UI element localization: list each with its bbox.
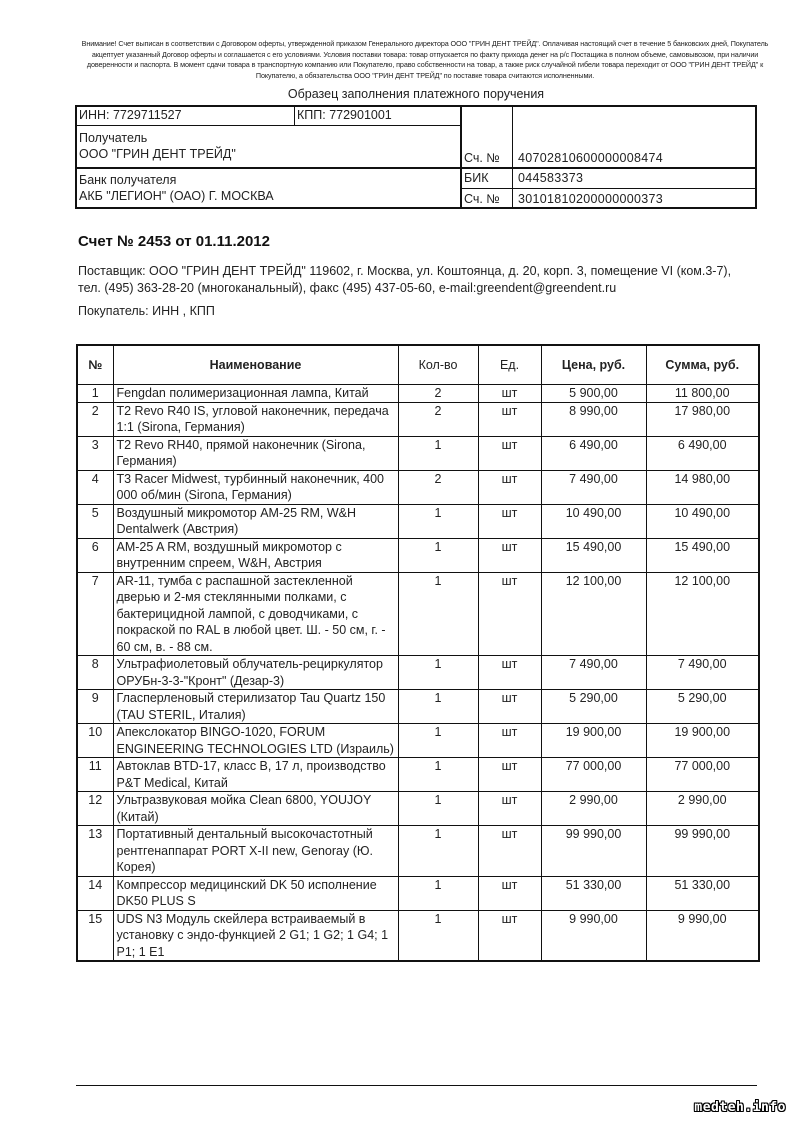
recipient-label: Получатель — [79, 131, 148, 145]
item-sum: 15 490,00 — [646, 538, 759, 572]
item-price: 77 000,00 — [541, 758, 646, 792]
row-number: 1 — [77, 385, 113, 403]
item-name: T2 Revo R40 IS, угловой наконечник, передача 1:1 (Sirona, Германия) — [113, 402, 398, 436]
table-header-row — [77, 345, 759, 385]
item-quantity: 1 — [398, 504, 478, 538]
table-row — [77, 792, 759, 826]
item-unit: шт — [478, 792, 541, 826]
table-row — [77, 572, 759, 656]
item-quantity: 1 — [398, 656, 478, 690]
table-row — [77, 436, 759, 470]
item-quantity: 2 — [398, 402, 478, 436]
corr-account-label: Сч. № — [464, 192, 500, 206]
item-name: AM-25 A RM, воздушный микромотор с внутренним спреем, W&H, Австрия — [113, 538, 398, 572]
row-number: 4 — [77, 470, 113, 504]
row-number: 3 — [77, 436, 113, 470]
item-unit: шт — [478, 724, 541, 758]
watermark: medteh.info — [694, 1100, 786, 1115]
item-unit: шт — [478, 758, 541, 792]
item-quantity: 1 — [398, 826, 478, 877]
item-unit: шт — [478, 538, 541, 572]
item-quantity: 1 — [398, 910, 478, 961]
kpp-value: КПП: 772901001 — [297, 108, 392, 122]
item-quantity: 1 — [398, 758, 478, 792]
account-label: Сч. № — [464, 151, 500, 165]
row-number: 13 — [77, 826, 113, 877]
header-num: № — [77, 345, 113, 385]
row-number: 6 — [77, 538, 113, 572]
table-row — [77, 690, 759, 724]
bank-name: АКБ "ЛЕГИОН" (ОАО) Г. МОСКВА — [79, 189, 274, 203]
header-sum: Сумма, руб. — [646, 345, 759, 385]
bank-label: Банк получателя — [79, 173, 177, 187]
table-row — [77, 504, 759, 538]
item-sum: 7 490,00 — [646, 656, 759, 690]
row-number: 2 — [77, 402, 113, 436]
item-sum: 12 100,00 — [646, 572, 759, 656]
row-number: 10 — [77, 724, 113, 758]
item-name: Гласперленовый стерилизатор Tau Quartz 150 (TAU STERIL, Италия) — [113, 690, 398, 724]
supplier-info: Поставщик: ООО "ГРИН ДЕНТ ТРЕЙД" 119602, г. Москва, ул. Коштоянца, д. 20, корп. 3, помещение VI (ком.3-7), тел. (495) 363-28-20 (многоканальный), факс (495) 437-05-60, e-mail:greendent@greendent.ru — [78, 264, 732, 295]
row-number: 7 — [77, 572, 113, 656]
item-unit: шт — [478, 402, 541, 436]
account-number: 40702810600000008474 — [518, 151, 664, 165]
item-name: AR-11, тумба с распашной застекленной дверью и 2-мя стеклянными полками, с бактерицидной лампой, с доводчиками, с покраской по RAL в любой цвет. Ш. - 50 см, г. - 60 см, в. - 88 см. — [113, 572, 398, 656]
item-unit: шт — [478, 656, 541, 690]
divider — [77, 167, 757, 169]
item-name: Fengdan полимеризационная лампа, Китай — [113, 385, 398, 403]
item-price: 5 900,00 — [541, 385, 646, 403]
item-quantity: 2 — [398, 470, 478, 504]
items-body — [77, 385, 759, 962]
item-quantity: 1 — [398, 538, 478, 572]
header-name: Наименование — [113, 345, 398, 385]
table-row — [77, 470, 759, 504]
row-number: 11 — [77, 758, 113, 792]
table-row — [77, 910, 759, 961]
item-price: 10 490,00 — [541, 504, 646, 538]
inn-value: ИНН: 7729711527 — [79, 108, 182, 122]
bik-label: БИК — [464, 171, 489, 185]
row-number: 9 — [77, 690, 113, 724]
item-price: 51 330,00 — [541, 876, 646, 910]
footer-divider — [76, 1085, 757, 1086]
divider — [77, 125, 461, 126]
item-name: Ультразвуковая мойка Clean 6800, YOUJOY (Китай) — [113, 792, 398, 826]
row-number: 5 — [77, 504, 113, 538]
row-number: 12 — [77, 792, 113, 826]
header-qty: Кол-во — [398, 345, 478, 385]
table-row — [77, 656, 759, 690]
item-sum: 2 990,00 — [646, 792, 759, 826]
item-name: UDS N3 Модуль скейлера встраиваемый в установку с эндо-функцией 2 G1; 1 G2; 1 G4; 1 P1; 1 E1 — [113, 910, 398, 961]
table-row — [77, 724, 759, 758]
item-price: 99 990,00 — [541, 826, 646, 877]
item-price: 8 990,00 — [541, 402, 646, 436]
table-row — [77, 876, 759, 910]
item-sum: 19 900,00 — [646, 724, 759, 758]
item-price: 2 990,00 — [541, 792, 646, 826]
item-name: T3 Racer Midwest, турбинный наконечник, 400 000 об/мин (Sirona, Германия) — [113, 470, 398, 504]
divider — [512, 107, 513, 209]
corr-account-number: 30101810200000000373 — [518, 192, 664, 206]
items-table — [76, 344, 760, 962]
table-row — [77, 538, 759, 572]
item-sum: 51 330,00 — [646, 876, 759, 910]
item-sum: 10 490,00 — [646, 504, 759, 538]
header-price: Цена, руб. — [541, 345, 646, 385]
item-price: 12 100,00 — [541, 572, 646, 656]
divider — [294, 107, 295, 125]
item-sum: 99 990,00 — [646, 826, 759, 877]
item-price: 15 490,00 — [541, 538, 646, 572]
payment-sample-title: Образец заполнения платежного поручения — [287, 87, 545, 101]
item-price: 19 900,00 — [541, 724, 646, 758]
invoice-title: Счет № 2453 от 01.11.2012 — [78, 233, 270, 250]
item-quantity: 1 — [398, 690, 478, 724]
buyer-info: Покупатель: ИНН , КПП — [78, 304, 215, 318]
payment-sample-box — [75, 105, 757, 209]
item-quantity: 1 — [398, 572, 478, 656]
table-row — [77, 402, 759, 436]
item-unit: шт — [478, 690, 541, 724]
item-price: 9 990,00 — [541, 910, 646, 961]
recipient-name: ООО "ГРИН ДЕНТ ТРЕЙД" — [79, 147, 236, 161]
item-name: Компрессор медицинский DK 50 исполнение DK50 PLUS S — [113, 876, 398, 910]
item-unit: шт — [478, 470, 541, 504]
table-row — [77, 826, 759, 877]
divider — [461, 188, 757, 189]
row-number: 8 — [77, 656, 113, 690]
row-number: 15 — [77, 910, 113, 961]
item-price: 6 490,00 — [541, 436, 646, 470]
item-sum: 11 800,00 — [646, 385, 759, 403]
header-unit: Ед. — [478, 345, 541, 385]
item-sum: 6 490,00 — [646, 436, 759, 470]
item-unit: шт — [478, 385, 541, 403]
item-name: Апекслокатор BINGO-1020, FORUM ENGINEERING TECHNOLOGIES LTD (Израиль) — [113, 724, 398, 758]
item-price: 7 490,00 — [541, 470, 646, 504]
item-name: Автоклав BTD-17, класс B, 17 л, производство P&T Medical, Китай — [113, 758, 398, 792]
item-unit: шт — [478, 876, 541, 910]
item-price: 5 290,00 — [541, 690, 646, 724]
offer-notice: Внимание! Счет выписан в соответствии с Договором оферты, утвержденной приказом Генерального директора ООО "ГРИН ДЕНТ ТРЕЙД". Оплачивая настоящий счет в течение 5 банковских дней, Покупатель акцептует указанный Договор оферты и соглашается с его условиями. Условия поставки товара: товар отпускается по факту прихода денег на р/с Постащика в полном объеме, самовывозом, при наличии доверенности и паспорта. В момент сдачи товара в транспортную компанию или Покупателю, право собственности на товар, а также риск случайной гибели товара переходит от ООО "ГРИН ДЕНТ ТРЕЙД" к Покупателю, а обязательства ООО "ГРИН ДЕНТ ТРЕЙД" по поставке товара считаются исполненными. — [81, 39, 769, 80]
item-quantity: 1 — [398, 792, 478, 826]
row-number: 14 — [77, 876, 113, 910]
item-name: Портативный дентальный высокочастотный рентгенаппарат PORT X-II new, Genoray (Ю. Корея) — [113, 826, 398, 877]
item-sum: 17 980,00 — [646, 402, 759, 436]
item-quantity: 1 — [398, 876, 478, 910]
bik-value: 044583373 — [518, 171, 584, 185]
table-row — [77, 758, 759, 792]
item-sum: 14 980,00 — [646, 470, 759, 504]
item-unit: шт — [478, 504, 541, 538]
item-sum: 77 000,00 — [646, 758, 759, 792]
item-unit: шт — [478, 910, 541, 961]
item-sum: 5 290,00 — [646, 690, 759, 724]
item-quantity: 1 — [398, 436, 478, 470]
item-unit: шт — [478, 826, 541, 877]
item-quantity: 2 — [398, 385, 478, 403]
item-quantity: 1 — [398, 724, 478, 758]
item-price: 7 490,00 — [541, 656, 646, 690]
item-name: T2 Revo RH40, прямой наконечник (Sirona, Германия) — [113, 436, 398, 470]
divider — [460, 107, 462, 209]
item-name: Ультрафиолетовый облучатель-рециркулятор ОРУБн-3-3-"Кронт" (Дезар-3) — [113, 656, 398, 690]
item-name: Воздушный микромотор AM-25 RM, W&H Dentalwerk (Австрия) — [113, 504, 398, 538]
item-sum: 9 990,00 — [646, 910, 759, 961]
item-unit: шт — [478, 436, 541, 470]
item-unit: шт — [478, 572, 541, 656]
table-row — [77, 385, 759, 403]
